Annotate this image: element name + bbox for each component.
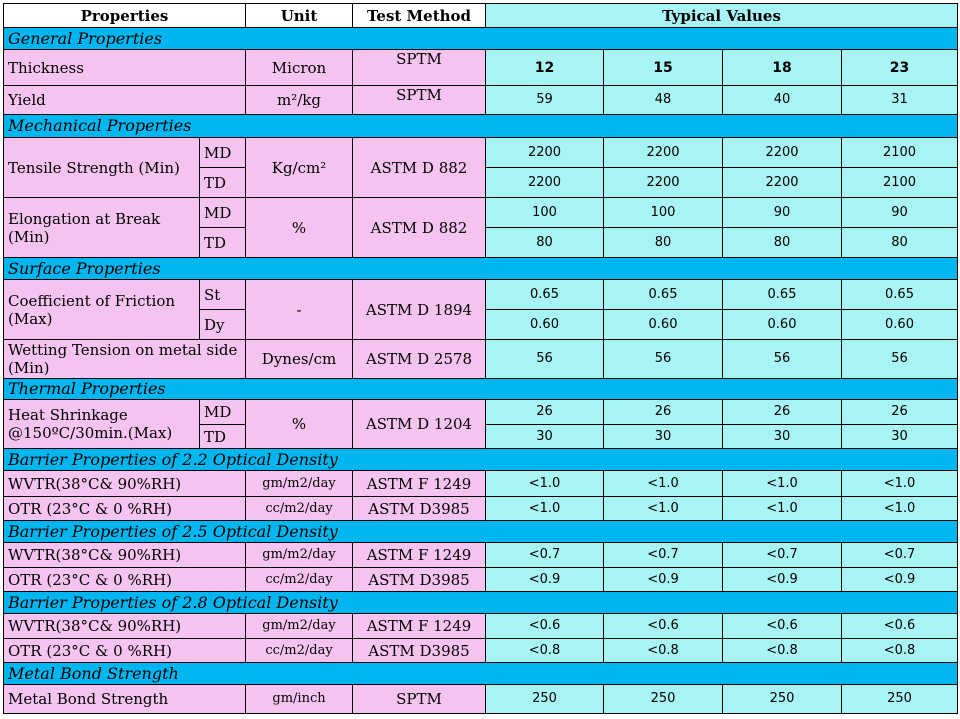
value-cell: <0.6 xyxy=(486,614,604,639)
sub-label-td: TD xyxy=(200,168,246,198)
value-cell: 250 xyxy=(842,685,958,714)
method-cell: ASTM F 1249 xyxy=(353,471,486,497)
table-row xyxy=(4,86,958,115)
unit-cell: cc/m2/day xyxy=(246,568,353,592)
value-cell: 26 xyxy=(723,400,842,425)
value-cell: 0.60 xyxy=(604,310,723,340)
section-row xyxy=(4,592,958,614)
value-cell: 250 xyxy=(486,685,604,714)
sub-label-md: MD xyxy=(200,198,246,228)
method-cell: ASTM D 882 xyxy=(353,198,486,258)
section-row xyxy=(4,379,958,400)
value-cell: 2200 xyxy=(723,138,842,168)
value-cell: 26 xyxy=(486,400,604,425)
property-wvtr: WVTR(38°C& 90%RH) xyxy=(4,543,246,568)
header-row xyxy=(4,4,958,28)
property-yield: Yield xyxy=(4,86,246,115)
value-cell: 2200 xyxy=(723,168,842,198)
method-cell: ASTM F 1249 xyxy=(353,543,486,568)
section-row xyxy=(4,258,958,280)
table-row xyxy=(4,280,958,310)
table-row xyxy=(4,138,958,168)
sub-label-td: TD xyxy=(200,228,246,258)
table-row xyxy=(4,685,958,714)
value-cell: 80 xyxy=(604,228,723,258)
property-wvtr: WVTR(38°C& 90%RH) xyxy=(4,614,246,639)
unit-cell: % xyxy=(246,198,353,258)
unit-cell: cc/m2/day xyxy=(246,497,353,521)
value-cell: 23 xyxy=(842,50,958,86)
value-cell: 56 xyxy=(486,340,604,379)
value-cell: <0.9 xyxy=(486,568,604,592)
value-cell: <0.6 xyxy=(604,614,723,639)
method-cell: ASTM D 1894 xyxy=(353,280,486,340)
value-cell: 30 xyxy=(723,425,842,449)
value-cell: <0.7 xyxy=(842,543,958,568)
header-properties: Properties xyxy=(4,4,246,28)
section-row xyxy=(4,115,958,138)
method-cell: ASTM D 1204 xyxy=(353,400,486,449)
method-cell: SPTM xyxy=(353,685,486,714)
properties-table xyxy=(3,3,958,714)
method-cell: SPTM xyxy=(353,86,486,115)
value-cell: <0.7 xyxy=(604,543,723,568)
unit-cell: - xyxy=(246,280,353,340)
value-cell: 40 xyxy=(723,86,842,115)
table-row xyxy=(4,471,958,497)
property-otr: OTR (23°C & 0 %RH) xyxy=(4,568,246,592)
property-thickness: Thickness xyxy=(4,50,246,86)
table-row xyxy=(4,340,958,379)
table-row xyxy=(4,543,958,568)
value-cell: 90 xyxy=(842,198,958,228)
method-cell: SPTM xyxy=(353,50,486,86)
value-cell: 80 xyxy=(842,228,958,258)
section-thermal: Thermal Properties xyxy=(4,379,958,400)
value-cell: 0.60 xyxy=(842,310,958,340)
value-cell: <0.8 xyxy=(842,639,958,663)
value-cell: 2100 xyxy=(842,138,958,168)
property-tensile-strength: Tensile Strength (Min) xyxy=(4,138,200,198)
header-unit: Unit xyxy=(246,4,353,28)
value-cell: 30 xyxy=(604,425,723,449)
unit-cell: Kg/cm² xyxy=(246,138,353,198)
value-cell: 56 xyxy=(723,340,842,379)
value-cell: 48 xyxy=(604,86,723,115)
value-cell: 2200 xyxy=(604,138,723,168)
value-cell: <1.0 xyxy=(604,497,723,521)
value-cell: 12 xyxy=(486,50,604,86)
method-cell: ASTM D 2578 xyxy=(353,340,486,379)
value-cell: 59 xyxy=(486,86,604,115)
value-cell: 30 xyxy=(486,425,604,449)
property-wetting-tension: Wetting Tension on metal side (Min) xyxy=(4,340,246,379)
value-cell: 2200 xyxy=(486,138,604,168)
section-general: General Properties xyxy=(4,28,958,50)
value-cell: 56 xyxy=(842,340,958,379)
section-barrier-2-2: Barrier Properties of 2.2 Optical Density xyxy=(4,449,958,471)
value-cell: 2100 xyxy=(842,168,958,198)
value-cell: 80 xyxy=(723,228,842,258)
property-metal-bond-strength: Metal Bond Strength xyxy=(4,685,246,714)
sub-label-st: St xyxy=(200,280,246,310)
unit-cell: gm/m2/day xyxy=(246,471,353,497)
section-row xyxy=(4,521,958,543)
value-cell: 0.60 xyxy=(486,310,604,340)
value-cell: <1.0 xyxy=(486,471,604,497)
sub-label-dy: Dy xyxy=(200,310,246,340)
section-row xyxy=(4,663,958,685)
value-cell: <1.0 xyxy=(723,471,842,497)
value-cell: 15 xyxy=(604,50,723,86)
sub-label-md: MD xyxy=(200,138,246,168)
property-wvtr: WVTR(38°C& 90%RH) xyxy=(4,471,246,497)
value-cell: 0.60 xyxy=(723,310,842,340)
table-row xyxy=(4,614,958,639)
unit-cell: gm/m2/day xyxy=(246,543,353,568)
table-row xyxy=(4,400,958,425)
value-cell: 250 xyxy=(723,685,842,714)
header-typical-values: Typical Values xyxy=(486,4,958,28)
sub-label-td: TD xyxy=(200,425,246,449)
unit-cell: gm/inch xyxy=(246,685,353,714)
value-cell: 31 xyxy=(842,86,958,115)
value-cell: <0.9 xyxy=(723,568,842,592)
unit-cell: m²/kg xyxy=(246,86,353,115)
table-row xyxy=(4,50,958,86)
value-cell: 0.65 xyxy=(486,280,604,310)
unit-cell: Micron xyxy=(246,50,353,86)
value-cell: <0.8 xyxy=(604,639,723,663)
method-cell: ASTM D 882 xyxy=(353,138,486,198)
value-cell: <0.9 xyxy=(604,568,723,592)
table-row xyxy=(4,198,958,228)
value-cell: <1.0 xyxy=(486,497,604,521)
section-barrier-2-8: Barrier Properties of 2.8 Optical Density xyxy=(4,592,958,614)
section-surface: Surface Properties xyxy=(4,258,958,280)
value-cell: <0.7 xyxy=(486,543,604,568)
unit-cell: % xyxy=(246,400,353,449)
value-cell: <0.9 xyxy=(842,568,958,592)
section-barrier-2-5: Barrier Properties of 2.5 Optical Density xyxy=(4,521,958,543)
section-row xyxy=(4,449,958,471)
sub-label-md: MD xyxy=(200,400,246,425)
property-heat-shrinkage: Heat Shrinkage @150ºC/30min.(Max) xyxy=(4,400,200,449)
value-cell: 100 xyxy=(486,198,604,228)
value-cell: 0.65 xyxy=(723,280,842,310)
property-elongation: Elongation at Break (Min) xyxy=(4,198,200,258)
unit-cell: cc/m2/day xyxy=(246,639,353,663)
value-cell: <1.0 xyxy=(604,471,723,497)
section-mechanical: Mechanical Properties xyxy=(4,115,958,138)
property-otr: OTR (23°C & 0 %RH) xyxy=(4,497,246,521)
value-cell: <0.8 xyxy=(723,639,842,663)
method-cell: ASTM D3985 xyxy=(353,568,486,592)
method-cell: ASTM D3985 xyxy=(353,497,486,521)
value-cell: <0.6 xyxy=(723,614,842,639)
value-cell: 26 xyxy=(604,400,723,425)
value-cell: 0.65 xyxy=(842,280,958,310)
method-cell: ASTM F 1249 xyxy=(353,614,486,639)
value-cell: <1.0 xyxy=(723,497,842,521)
unit-cell: Dynes/cm xyxy=(246,340,353,379)
property-friction: Coefficient of Friction (Max) xyxy=(4,280,200,340)
value-cell: 26 xyxy=(842,400,958,425)
value-cell: 2200 xyxy=(486,168,604,198)
value-cell: 2200 xyxy=(604,168,723,198)
value-cell: 100 xyxy=(604,198,723,228)
unit-cell: gm/m2/day xyxy=(246,614,353,639)
value-cell: 56 xyxy=(604,340,723,379)
value-cell: <1.0 xyxy=(842,497,958,521)
value-cell: 30 xyxy=(842,425,958,449)
value-cell: 18 xyxy=(723,50,842,86)
table-row xyxy=(4,639,958,663)
value-cell: <0.7 xyxy=(723,543,842,568)
value-cell: <0.8 xyxy=(486,639,604,663)
header-test-method: Test Method xyxy=(353,4,486,28)
method-cell: ASTM D3985 xyxy=(353,639,486,663)
section-row xyxy=(4,28,958,50)
section-metal-bond: Metal Bond Strength xyxy=(4,663,958,685)
property-otr: OTR (23°C & 0 %RH) xyxy=(4,639,246,663)
table-row xyxy=(4,568,958,592)
value-cell: <0.6 xyxy=(842,614,958,639)
value-cell: 80 xyxy=(486,228,604,258)
value-cell: <1.0 xyxy=(842,471,958,497)
value-cell: 90 xyxy=(723,198,842,228)
table-row xyxy=(4,497,958,521)
value-cell: 250 xyxy=(604,685,723,714)
value-cell: 0.65 xyxy=(604,280,723,310)
